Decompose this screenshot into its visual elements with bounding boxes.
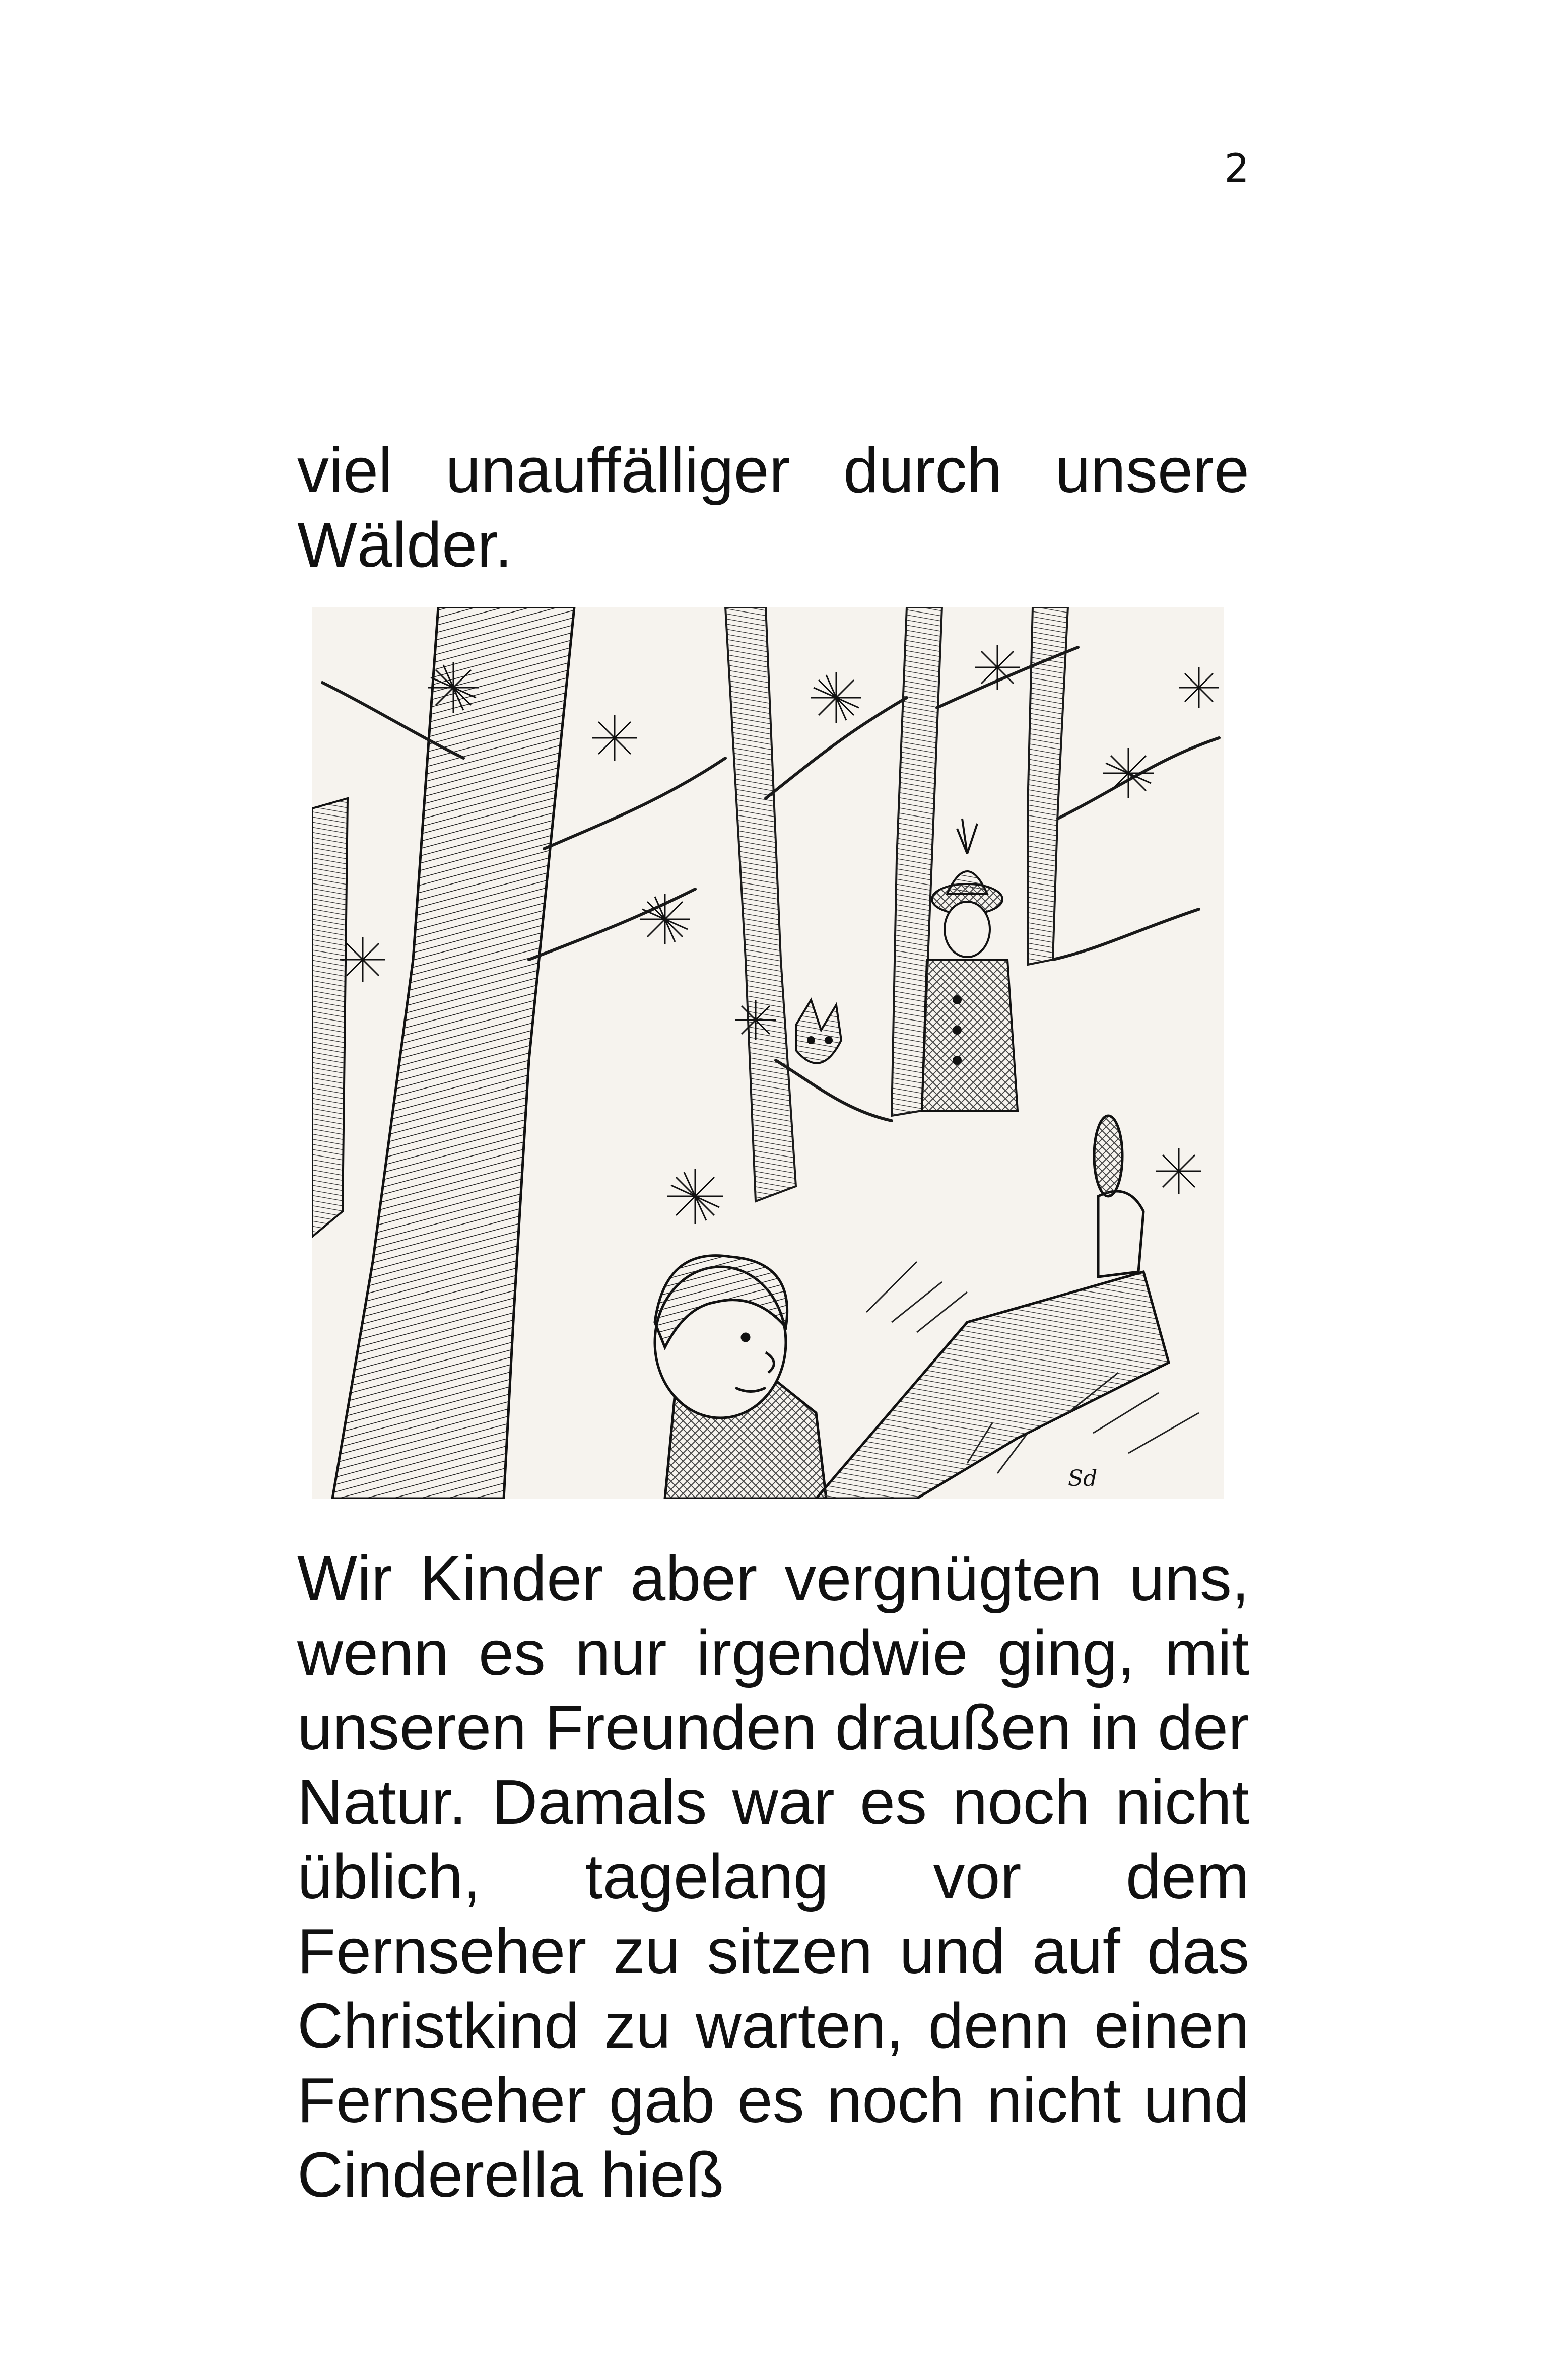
artist-signature: Sd	[1068, 1466, 1098, 1491]
forest-drawing	[312, 607, 1224, 1499]
tree-trunk-left-edge	[312, 798, 348, 1237]
page-number: 2	[1224, 146, 1249, 191]
paragraph-top: viel unauffälliger durch unsere Wälder.	[297, 435, 1249, 580]
paragraph-bottom: Wir Kinder aber vergnügten uns, wenn es nur irgendwie ging, mit unseren Freunden draußen in der Natur. Damals war es noch nicht üblich, tagelang vor dem Fernseher zu sitzen und auf das Christkind zu warten, denn einen Fernseher gab es noch nicht und Cinderella hieß	[297, 1543, 1249, 2210]
forest-illustration	[312, 607, 1224, 1499]
